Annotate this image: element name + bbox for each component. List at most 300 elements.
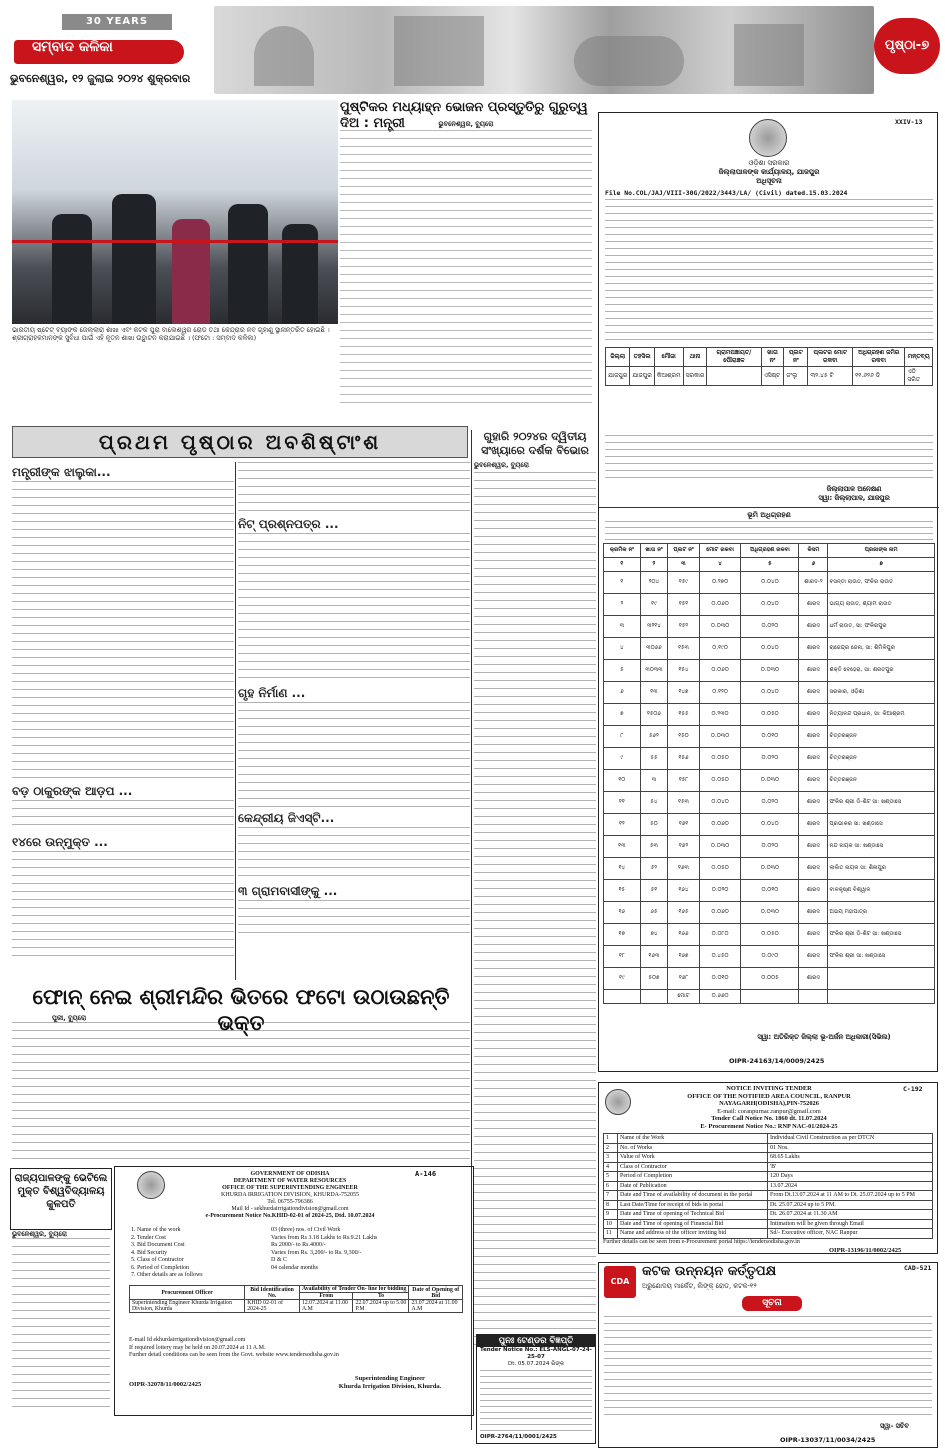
table-row <box>604 1229 933 1239</box>
th-bid-id: Bid Identification No. <box>245 1286 300 1300</box>
newspaper-logo <box>14 34 184 70</box>
tender-lottery: If required lottery may be held on 20.07.2024 at 11 A.M. <box>129 1344 266 1351</box>
acq-header-number: ୧ <box>604 558 641 572</box>
nit-footer: Further details can be seen from e-Procurement portal https://tendersodisha.gov.in <box>603 1239 800 1245</box>
nit-district: NAYAGARH(ODISHA),PIN-752026 <box>719 1100 819 1108</box>
land-acquisition-notice <box>598 112 938 1072</box>
odisha-emblem-icon <box>137 1171 165 1199</box>
table-cell: ୧୬୪ <box>668 880 700 902</box>
list-label: 1. Name of the work <box>131 1227 181 1233</box>
ribbon-cutting-photo <box>12 100 338 324</box>
srimandir-headline: ଫୋନ୍ ନେଇ ଶ୍ରୀମନ୍ଦିର ଭିତରେ ଫଟୋ ଉଠାଉଛନ୍ତି ଭକ୍ତ <box>32 985 450 1035</box>
table-row <box>604 902 935 924</box>
table-cell: ୧୫୬ <box>668 748 700 770</box>
cda-signature: ସ୍ୱା- ସଚିବ <box>880 1422 909 1430</box>
tender-schedule-table <box>129 1285 463 1313</box>
table-cell: ଶାରଦ <box>799 638 828 660</box>
cda-code: CAD-521 <box>904 1264 932 1272</box>
grid-header: ଗ୍ରାମପଞ୍ଚାୟତ/ପୌରାଞ୍ଚଳ <box>707 348 761 367</box>
table-cell: From Dt.13.07.2024 at 11 AM to Dt. 25.07.2024 up to 5 PM <box>768 1191 933 1201</box>
table-cell: ୫୦୭ <box>640 968 668 990</box>
table-cell: 68.65 Lakhs <box>768 1153 933 1163</box>
table-row <box>604 1200 933 1210</box>
table-row <box>604 682 935 704</box>
acq-header: ଅଧିଗ୍ରହଣ ରକବା <box>741 544 799 558</box>
notice-code: C-192 <box>903 1085 923 1093</box>
land-details-grid <box>605 347 933 386</box>
table-cell: 4 <box>604 1162 618 1172</box>
grid-cell: ଜଂଲୁ <box>784 367 808 386</box>
grid-header: ଅଧିଗ୍ରହଣ ଜମିର ରକବା <box>853 348 905 367</box>
subhead-bada-thakura: ବଡ଼ ଠାକୁରଙ୍କ ଆଡ଼ପ ... <box>12 784 133 798</box>
list-value: Varies from Rs. 3,200/- to Rs. 9,300/- <box>271 1249 362 1256</box>
telephone: Tel. 06755-796386 <box>267 1199 313 1205</box>
table-cell: 9 <box>604 1210 618 1220</box>
table-cell: ୦.୦୩୦ <box>699 836 741 858</box>
anniversary-label: 30 YEARS <box>62 14 172 30</box>
table-cell: ୦.୦୪୦ <box>741 572 799 594</box>
table-cell: ୧୩ <box>640 682 668 704</box>
khurda-irrigation-tender <box>114 1166 474 1416</box>
table-cell: ୦.୦୦୫ <box>741 968 799 990</box>
table-cell: ୦.୧୨୦ <box>699 682 741 704</box>
table-cell: ୦.୦୧୦ <box>741 880 799 902</box>
table-cell: ବାଳକୃଷ୍ଣ ବିଶ୍ୱାଳ <box>828 880 935 902</box>
table-cell: ଶାରଦ <box>799 902 828 924</box>
table-cell: 6 <box>604 1181 618 1191</box>
grid-cell: କିଆଶ୍ରମ <box>654 367 683 386</box>
lead-dateline: ଭୁବନେଶ୍ୱର, ବ୍ୟୁରୋ <box>438 120 494 128</box>
column-a <box>12 462 234 982</box>
acq-header: ପ୍ଲଟ ନଂ <box>668 544 700 558</box>
grid-header: ଥାନା <box>683 348 707 367</box>
sub-notice-title: ଭୂମି ଅଧିଗ୍ରହଣ <box>747 511 791 519</box>
sign-label: ଜିଲ୍ଲାପାଳ ଅନେକ୍ଷଣ <box>826 485 882 493</box>
photo-caption: ଭାରତୀୟ ଷ୍ଟେଟ୍ ବ୍ୟାଙ୍କ ଜେଲ୍ଲାରା ଶାଖା ଏବଂ କଟକ ପୁରା ବାଲେଶ୍ୱର ରୋଡ ତଥା କେନ୍ଦ୍ରାର ନବ ଗୃହାଣୁ ସ୍ଥାନାନ୍ତରିତ ହୋଇଛି । ଶ୍ରୀଗ୍ରାହକମାନଙ୍କ ସୁବିଧା ପାଇଁ ଏହି ନୂତନ ଶାଖା ଉଦ୍ଘାଟନ କରାଯାଇଛି । (ଫଟୋ : ସମ୍ବାଦ କଳିକା) <box>12 326 330 342</box>
table-cell: ୭୪ <box>640 924 668 946</box>
table-cell: Date and Time of opening of Technical Bid <box>618 1210 768 1220</box>
table-cell: ୧୮ <box>604 946 641 968</box>
table-cell: ୧୫୯ <box>668 572 700 594</box>
grid-cell: ଯାଜପୁର <box>630 367 654 386</box>
table-row <box>604 594 935 616</box>
sign-title: Superintending Engineer <box>355 1375 425 1382</box>
srimandir-body <box>12 1014 470 1166</box>
table-cell: ୦.୦୫୦ <box>741 704 799 726</box>
nit-oipr: OIPR-13196/11/0002/2425 <box>829 1247 902 1254</box>
tender-details-list <box>131 1227 461 1280</box>
table-cell: ୧୬୧ <box>668 814 700 836</box>
list-label: 3. Bid Document Cost <box>131 1242 185 1248</box>
th-from: From <box>299 1293 353 1300</box>
grid-cell: ଏସିଷ୍ଟ <box>761 367 784 386</box>
table-cell: ଫକିର ଶ୍ରୀ ଡି-ଶିଟ ସା: ଖଣ୍ଡାସେ <box>828 792 935 814</box>
page-dateline: ଭୁବନେଶ୍ୱର, ୧୨ ଜୁଲାଇ ୨୦୨୪ ଶୁକ୍ରବାର <box>10 72 191 85</box>
table-cell: ୧୬୩ <box>640 946 668 968</box>
table-cell: ୧୬ <box>604 902 641 924</box>
table-row <box>604 858 935 880</box>
table-cell: No. of Works <box>618 1143 768 1153</box>
list-label: 6. Period of Completion <box>131 1264 189 1271</box>
td-bid-id: KHID 02-01 of 2024-25 <box>245 1300 300 1313</box>
list-label: 7. Other details are as follows <box>131 1272 203 1278</box>
table-cell: ଫକିର ଶ୍ରୀ ସା: ଖଣ୍ଡାସେ <box>828 946 935 968</box>
table-cell: ୦.୦୨୦ <box>699 880 741 902</box>
th-opening: Date of Opening of Bid <box>409 1286 463 1300</box>
column-divider <box>235 462 236 980</box>
column-c <box>474 430 596 1430</box>
rajyapal-body <box>12 1230 110 1410</box>
table-cell: ବସନ୍ତୀ ରାଉତ, ଫକିର ରାଉତ <box>828 572 935 594</box>
table-cell: ୧୬୬ <box>668 924 700 946</box>
table-cell: Dt. 26.07.2024 at 11.30 AM <box>768 1210 933 1220</box>
table-cell: ୦.୦୮୦ <box>699 924 741 946</box>
nit-tender-number: Tender Call Notice No. 1860 dt. 11.07.2024 <box>711 1115 827 1123</box>
table-row <box>604 880 935 902</box>
odisha-emblem-icon <box>749 119 787 157</box>
table-cell: ୧୫୧ <box>668 594 700 616</box>
grid-cell: ଯାଜପୁର <box>606 367 630 386</box>
table-row <box>604 572 935 594</box>
table-cell: Class of Contractor <box>618 1162 768 1172</box>
table-cell: ୮ <box>604 726 641 748</box>
tender-signature <box>315 1375 465 1391</box>
nit-header <box>629 1085 909 1131</box>
heritage-banner-image <box>214 6 874 94</box>
nit-email: E-mail: coranpurnac.ranpur@gmail.com <box>717 1107 821 1115</box>
table-cell: ଶାରଦ <box>799 748 828 770</box>
grid-cell: ୩୨.୪୫ ଟି <box>808 367 853 386</box>
re-tender-number: Tender Notice No.: ELS-ANGL-07-24-25-07 <box>480 1347 592 1360</box>
table-cell: ୦.୦୧୦ <box>699 968 741 990</box>
table-cell: ୧୫୨ <box>668 616 700 638</box>
odisha-emblem-icon <box>605 1089 631 1115</box>
bid-notice-number: e-Procurement Notice No.KHID-02-01 of 2024-25, Dtd. 10.07.2024 <box>205 1213 375 1219</box>
total-label: ମୋଟ <box>668 990 700 1004</box>
list-label: 2. Tender Cost <box>131 1234 166 1241</box>
re-tender-oipr: OIPR-2764/11/0001/2425 <box>480 1434 557 1440</box>
table-cell: ୫୨ <box>640 858 668 880</box>
list-value: D & C <box>271 1257 288 1263</box>
table-cell: ଶାରଦ <box>799 770 828 792</box>
table-cell: ଶାରଦ <box>799 880 828 902</box>
column-b <box>238 462 470 982</box>
table-row <box>604 1143 933 1153</box>
cda-logo: CDA <box>604 1266 636 1298</box>
nit-title: NOTICE INVITING TENDER <box>726 1085 812 1092</box>
table-row <box>604 704 935 726</box>
table-cell: ରାଜେନ୍ଦ୍ର ଜେନା, ସା: ଶିମିଳିପୁର <box>828 638 935 660</box>
subhead-neet: ନିଟ୍ ପ୍ରଶ୍ନପତ୍ର ... <box>238 517 339 531</box>
acq-header-number: ୭ <box>828 558 935 572</box>
acq-header-number: ୪ <box>699 558 741 572</box>
acq-header-number: ୬ <box>799 558 828 572</box>
text-lines <box>12 800 234 832</box>
table-cell: ୦.୦୨୦ <box>741 748 799 770</box>
table-cell: ୧୫ <box>604 880 641 902</box>
division-name: KHURDA IRRIGATION DIVISION, KHURDA-752055 <box>221 1192 359 1198</box>
table-cell <box>828 968 935 990</box>
table-cell: ୦.୦୩୦ <box>741 660 799 682</box>
table-cell: ୦.୦୧୦ <box>741 726 799 748</box>
subhead-griha-nirmana: ଗୃହ ନିର୍ମାଣ ... <box>238 686 306 700</box>
table-cell: ୦.୪୫୦ <box>699 946 741 968</box>
notice-signature-2: ସ୍ୱା: ଅତିରିକ୍ତ ଜିଲ୍ଲା ଭୂ-ଅର୍ଜନ ଅଧିକାରୀ(ସିଭିଲ) <box>757 1033 891 1041</box>
table-cell: ୧୬୮ <box>668 968 700 990</box>
table-cell: ୧୯ <box>640 594 668 616</box>
table-cell: ୨ <box>604 594 641 616</box>
rajyapal-headline: ରାଜ୍ୟପାଳଙ୍କୁ ଭେଟିଲେ ମୁକ୍ତ ବିଶ୍ୱବିଦ୍ୟାଳୟ କୁଳପତି <box>14 1173 108 1210</box>
list-value: Varies from Rs 3.18 Lakhs to Rs.9.21 Lakhs <box>271 1234 378 1241</box>
table-row <box>604 770 935 792</box>
table-cell: Individual Civil Construction as per DTCN <box>768 1134 933 1144</box>
grid-cell: ସରକାର <box>683 367 707 386</box>
list-value: 04 calendar months <box>271 1264 318 1271</box>
table-row <box>604 968 935 990</box>
table-cell: ୫ <box>604 660 641 682</box>
masthead <box>0 0 945 100</box>
acq-header: ପ୍ରଜାଙ୍କ ନାମ <box>828 544 935 558</box>
table-cell: ଶାରଦ <box>799 924 828 946</box>
sign-office: Khurda Irrigation Division, Khurda. <box>338 1383 442 1390</box>
th-availability: Availability of Tender On- line for bidding <box>299 1286 409 1293</box>
table-cell: Last Date/Time for receipt of bids in portal <box>618 1200 768 1210</box>
table-cell: ୦.୨୭୦ <box>699 572 741 594</box>
th-officer: Procurement Officer <box>130 1286 245 1300</box>
subhead-unmukta: ୧୪ରେ ଉନ୍ମୁକ୍ତ ... <box>12 835 108 849</box>
subhead-gst: କେନ୍ଦ୍ରୀୟ ଜିଏସ୍‌ଟି... <box>238 811 335 825</box>
grid-header: ପ୍ଲଟ ନଂ <box>784 348 808 367</box>
table-row <box>604 1153 933 1163</box>
table-cell: ୦.୦୪୦ <box>741 682 799 704</box>
table-cell: 01 Nos. <box>768 1143 933 1153</box>
table-cell: ୧୫୩ <box>668 638 700 660</box>
text-lines <box>238 702 470 808</box>
table-cell: ୧୯ <box>604 968 641 990</box>
table-cell: ୦.୦୩୦ <box>741 770 799 792</box>
table-cell: Period of Completion <box>618 1172 768 1182</box>
table-cell: ୧୫୦୬ <box>640 704 668 726</box>
table-cell: ଶାରଦ <box>799 660 828 682</box>
table-row <box>604 616 935 638</box>
table-cell: ୧୬୭ <box>668 946 700 968</box>
table-cell: ଶାରଦ <box>799 594 828 616</box>
total-value: ୦.୬୬୦ <box>699 990 741 1004</box>
text-lines <box>12 1022 470 1164</box>
tender-further: Further detail conditions can be seen from the Govt. website www.tendersodisha.gov.in <box>129 1352 339 1358</box>
table-cell: ୦.୦୨୦ <box>741 836 799 858</box>
table-row <box>604 726 935 748</box>
table-cell: ଅଭୟ ମହାପାତ୍ର <box>828 902 935 924</box>
table-cell: ୧୭ <box>604 924 641 946</box>
table-cell: 120 Days <box>768 1172 933 1182</box>
table-cell: ୦.୦୫୦ <box>741 924 799 946</box>
table-row <box>604 946 935 968</box>
table-cell: ୩୨୧୪ <box>640 616 668 638</box>
text-lines <box>480 1370 592 1432</box>
grid-header: ଖାତା ନଂ <box>761 348 784 367</box>
table-cell: Intimation will be given through Email <box>768 1219 933 1229</box>
table-cell: ଶାରଦ <box>799 968 828 990</box>
grid-header: ପ୍ଲଟର ମୋଟ ରକବା <box>808 348 853 367</box>
ranpur-nit-notice <box>598 1082 938 1254</box>
table-cell: ୧୬୩ <box>668 858 700 880</box>
table-cell: ୧୬୨ <box>668 836 700 858</box>
table-cell: ୧୫୪ <box>668 660 700 682</box>
nit-eproc-number: E- Procurement Notice No.: RNP NAC-01/2024-25 <box>700 1122 838 1130</box>
grid-cell: ୧୧.୬୨୬ ଡି <box>853 367 905 386</box>
divider <box>599 507 939 508</box>
table-row <box>604 1162 933 1172</box>
table-cell: ୫୫ <box>640 748 668 770</box>
notice-signature-1 <box>779 485 929 503</box>
table-row <box>604 924 935 946</box>
table-cell: ପ୍ରଭାକର ସା: ଖଣ୍ଡାସେ <box>828 814 935 836</box>
guhari-headline: ଗୁହାରି ୨୦୨୪ର ଦ୍ୱିତୀୟ ସଂଖ୍ୟାରେ ଦର୍ଶକ ବିଭୋର <box>481 430 589 457</box>
grid-header: ମୌଜା <box>654 348 683 367</box>
table-cell: ନନ୍ଦ ନାୟକ ସା: ଖଣ୍ଡାସେ <box>828 836 935 858</box>
table-cell: ଶାରଦ <box>799 616 828 638</box>
table-cell: ୦.୦୪୦ <box>699 792 741 814</box>
text-lines <box>12 481 234 781</box>
table-cell: ୦.୦୬୦ <box>699 660 741 682</box>
grid-header: ଜିଲ୍ଲା <box>606 348 630 367</box>
table-cell: ୦.୦୫୦ <box>699 748 741 770</box>
table-cell: ୦.୦୫୦ <box>699 770 741 792</box>
table-cell: Name and address of the officer inviting bid <box>618 1229 768 1239</box>
table-row <box>604 1219 933 1229</box>
table-cell: ୧୪ <box>604 858 641 880</box>
dept-name: DEPARTMENT OF WATER RESOURCES <box>233 1178 347 1184</box>
tender-header <box>175 1171 405 1220</box>
td-to: 22.07.2024 up to 5.00 P.M <box>353 1300 409 1313</box>
table-cell: ୦.୦୩୦ <box>741 902 799 924</box>
table-cell: ୧୪୭ <box>668 682 700 704</box>
table-cell: ୧ <box>604 572 641 594</box>
table-cell: ଶାରଦ <box>799 726 828 748</box>
table-cell: 7 <box>604 1191 618 1201</box>
table-cell: ୦.୦୪୦ <box>741 814 799 836</box>
text-lines <box>605 199 933 345</box>
list-value: 03 (three) nos. of Civil Work <box>271 1227 341 1233</box>
table-row <box>604 1210 933 1220</box>
acq-header: କିସମ <box>799 544 828 558</box>
cda-notice-label: ସୂଚନା <box>742 1296 802 1311</box>
table-cell: ୦.୦୨୦ <box>741 616 799 638</box>
text-lines <box>12 1238 110 1408</box>
table-cell: ଶାରଦ <box>799 682 828 704</box>
table-cell: ୧୨ <box>604 814 641 836</box>
page-number-badge: ପୃଷ୍ଠା-୭ <box>874 18 940 74</box>
td-from: 12.07.2024 at 11.00 A.M <box>299 1300 353 1313</box>
list-value: Rs 2000/- to Rs.4000/- <box>271 1242 326 1248</box>
table-row <box>604 1181 933 1191</box>
notice-header <box>599 159 939 186</box>
text-lines <box>238 900 470 940</box>
td-officer: Superintending Engineer Khurda Irrigation Division, Khurda <box>130 1300 245 1313</box>
table-row <box>604 1134 933 1144</box>
table-cell: ୫୩ <box>640 836 668 858</box>
lead-headline: ପୁଷ୍ଟିକର ମଧ୍ୟାହ୍ନ ଭୋଜନ ପ୍ରସ୍ତୁତିରୁ ଗୁରୁତ୍ୱ ଦିଅ : ମନ୍ତ୍ରୀ <box>340 100 588 131</box>
table-row <box>604 814 935 836</box>
cda-address: ଅରୁଣୋଦୟ ମାର୍କେଟ, ଲିଙ୍କ୍ ରୋଡ, କଟକ-୧୨ <box>642 1282 757 1290</box>
table-cell: ଭାଗ୍ୟ ରାଉତ, ଶ୍ୟାମ ରାଉତ <box>828 594 935 616</box>
acq-header-number: ୨ <box>640 558 668 572</box>
rajyapal-dateline: ଭୁବନେଶ୍ୱର, ବ୍ୟୁରୋ <box>12 1230 67 1238</box>
tender-oipr: OIPR-32078/11/0002/2425 <box>129 1381 202 1388</box>
table-cell: ୫୬୨ <box>640 726 668 748</box>
re-tender-date: Dt. 05.07.2024 ରିଙ୍କ <box>508 1361 564 1367</box>
text-lines <box>12 851 234 961</box>
notice-oipr: OIPR-24163/14/0009/2425 <box>729 1057 825 1065</box>
table-cell: ୦.୦୬୦ <box>699 594 741 616</box>
table-row <box>604 638 935 660</box>
tender-footer-notes <box>129 1337 463 1360</box>
table-cell: 10 <box>604 1219 618 1229</box>
text-lines <box>605 521 933 541</box>
table-cell: ଶାରଦ <box>799 792 828 814</box>
acq-header-number: ୩ <box>668 558 700 572</box>
table-cell: ୩ <box>604 616 641 638</box>
acq-header: କ୍ରମିକ ନଂ <box>604 544 641 558</box>
table-cell: 13.07.2024 <box>768 1181 933 1191</box>
text-lines <box>238 533 470 683</box>
table-row <box>604 792 935 814</box>
email-address: Mail Id - sekhurdairrigationdivision@gmail.com <box>231 1206 349 1212</box>
table-cell: ୬ <box>604 682 641 704</box>
acq-header: ଖାତା ନଂ <box>640 544 668 558</box>
table-cell: ୭ <box>604 704 641 726</box>
table-cell: ୦.୦୪୦ <box>741 638 799 660</box>
notice-code: A-146 <box>415 1170 437 1178</box>
notice-title: ଅଧିସୂଚନା <box>756 177 782 185</box>
table-cell: 8 <box>604 1200 618 1210</box>
office-name: ଜିଲ୍ଲାପାଳଙ୍କ କାର୍ଯ୍ୟାଳୟ, ଯାଜପୁର <box>718 168 820 176</box>
acquisition-table <box>603 543 935 1004</box>
guhari-dateline: ଭୁବନେଶ୍ୱର, ବ୍ୟୁରୋ <box>474 461 529 469</box>
table-cell: Sd/- Executive officer, NAC Ranpur <box>768 1229 933 1239</box>
table-cell: ନିତ୍ୟାନନ୍ଦ ପ୍ରଧାନ, ସା: କିଆଶ୍ରମ <box>828 704 935 726</box>
table-cell: ୦.୦୩୦ <box>699 726 741 748</box>
office-name: OFFICE OF THE SUPERINTENDING ENGINEER <box>222 1185 358 1191</box>
table-cell: ୦.୨୩୦ <box>699 704 741 726</box>
subhead-gramabasi: ୩ ଗ୍ରାମବାସୀଙ୍କୁ ... <box>238 884 338 898</box>
table-row <box>604 1191 933 1201</box>
table-cell: ୨୦୪ <box>640 572 668 594</box>
table-cell: ୦.୦୬୦ <box>699 902 741 924</box>
table-cell: ଶାରଦ <box>799 704 828 726</box>
table-cell: ଶାରଦ <box>799 858 828 880</box>
table-cell: ୦.୦୯୦ <box>741 946 799 968</box>
table-row <box>604 748 935 770</box>
table-cell: ୧୬୫ <box>668 902 700 924</box>
text-lines <box>605 435 933 481</box>
org-name: ଓଡ଼ିଶା ସରକାର <box>748 159 790 167</box>
table-cell: Date and Time of availability of document in the portal <box>618 1191 768 1201</box>
table-cell: ୩୦୩୩ <box>640 660 668 682</box>
table-cell: Date and Time of opening of Financial Bid <box>618 1219 768 1229</box>
table-cell: ୩୦୬୬ <box>640 638 668 660</box>
table-cell: ଚିତ୍ତରଞ୍ଜନ <box>828 770 935 792</box>
sign-role: ସ୍ୱା: ଜିଲ୍ଲାପାଳ, ଯାଜପୁର <box>818 494 890 502</box>
srimandir-dateline: ପୁରୀ, ବ୍ୟୁରୋ <box>52 1014 87 1022</box>
grid-cell <box>707 367 761 386</box>
table-cell: ଶକ୍ତି ବେହେରା, ସା: ଶରତପୁର <box>828 660 935 682</box>
table-cell: ଲାଲିତ ନାୟକ ସା: ଶିଳାପୁର <box>828 858 935 880</box>
table-cell: ୦.୦୨୦ <box>741 792 799 814</box>
table-cell: ୧୦ <box>604 770 641 792</box>
re-tender-notice <box>476 1334 596 1444</box>
